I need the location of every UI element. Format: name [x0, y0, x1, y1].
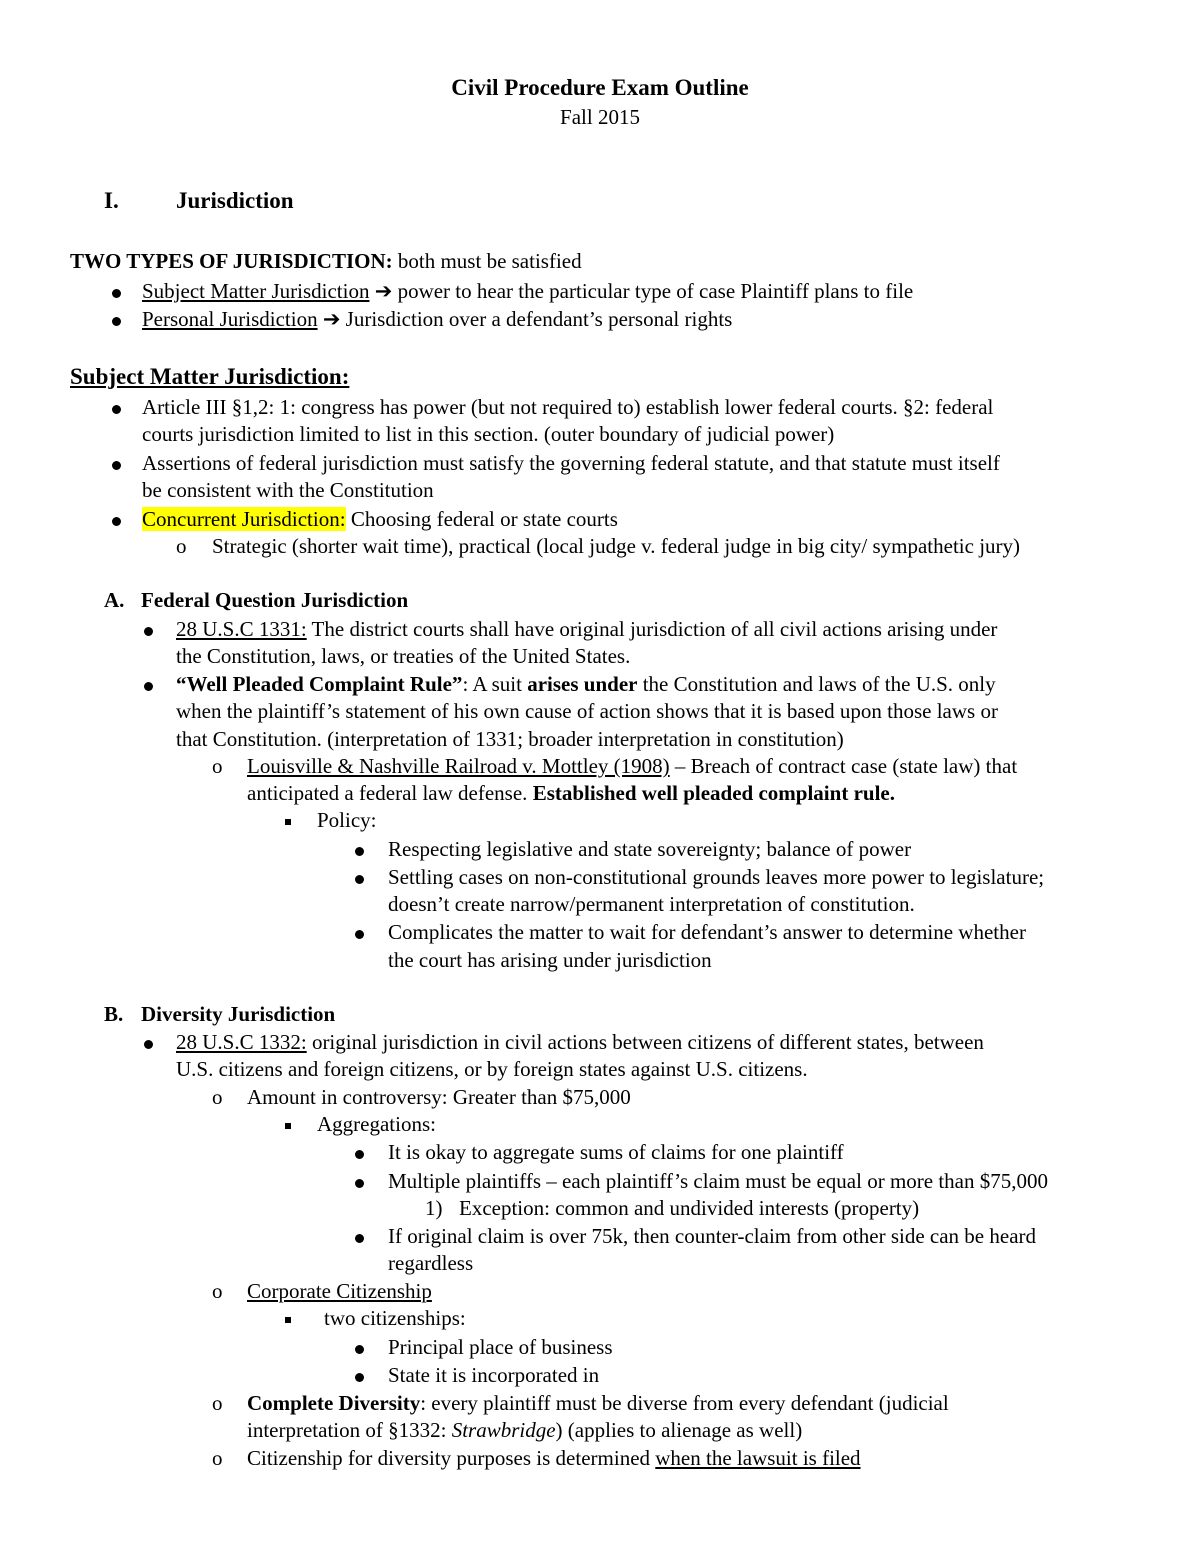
subsection-title: Federal Question Jurisdiction [141, 588, 409, 612]
sub-item: Corporate Citizenship [247, 1279, 432, 1303]
section-number: I. [104, 188, 119, 213]
doc-title: Civil Procedure Exam Outline [451, 75, 749, 100]
list-item [176, 670, 996, 698]
subsection-title: Diversity Jurisdiction [141, 1002, 336, 1026]
list-item: Respecting legislative and state sovereignty; balance of power [388, 837, 912, 861]
subsection-letter: A. [104, 588, 125, 612]
bullet-dot [112, 449, 121, 477]
list-item: Article III §1,2: 1: congress has power (but not required to) establish lower federal courts. §2: federal [142, 395, 994, 419]
sub-sub-item: Policy: [317, 808, 377, 832]
list-item: State it is incorporated in [388, 1363, 600, 1387]
sub-item-cont [247, 779, 895, 807]
list-item-cont: regardless [388, 1251, 474, 1275]
sub-item [247, 752, 1017, 780]
bullet-dot [144, 615, 153, 643]
list-item-text: The district courts shall have original jurisdiction of all civil actions arising under [306, 617, 998, 641]
bullet-dot [355, 1167, 364, 1195]
bullet-dot [355, 863, 364, 891]
numbered-item: Exception: common and undivided interests (property) [459, 1196, 920, 1220]
sub-sub-item: two citizenships: [324, 1306, 466, 1330]
bullet-o: o [212, 1391, 223, 1415]
list-item-cont: the court has arising under jurisdiction [388, 948, 712, 972]
sub-item [247, 1389, 949, 1417]
pj-link: Personal Jurisdiction [142, 307, 318, 331]
list-item-text: : every plaintiff must be diverse from every defendant (judicial [420, 1391, 949, 1415]
list-item-text: Choosing federal or state courts [345, 507, 618, 531]
highlighted-term: Concurrent Jurisdiction: [142, 507, 346, 531]
list-item: Principal place of business [388, 1335, 613, 1359]
bullet-dot [112, 505, 121, 533]
sub-item: Amount in controversy: Greater than $75,000 [247, 1085, 631, 1109]
list-item-cont: doesn’t create narrow/permanent interpretation of constitution. [388, 892, 915, 916]
list-item-text: : A suit [462, 672, 528, 696]
smj-heading: Subject Matter Jurisdiction: [70, 364, 350, 389]
statute-link: 28 U.S.C 1331: [176, 617, 307, 641]
list-item-cont: U.S. citizens and foreign citizens, or by foreign states against U.S. citizens. [176, 1057, 808, 1081]
list-item [142, 505, 618, 533]
list-item [142, 305, 732, 333]
bullet-dot [144, 1028, 153, 1056]
sub-item [247, 1444, 861, 1472]
bullet-dot [355, 1222, 364, 1250]
list-item: Settling cases on non-constitutional grounds leaves more power to legislature; [388, 865, 1045, 889]
bold-term: Complete Diversity [247, 1391, 421, 1415]
statute-link: 28 U.S.C 1332: [176, 1030, 307, 1054]
bullet-o: o [176, 534, 187, 558]
bullet-o: o [212, 1446, 223, 1470]
bullet-dot [112, 277, 121, 305]
list-item-cont: that Constitution. (interpretation of 1331; broader interpretation in constitution) [176, 727, 844, 751]
types-line [70, 247, 582, 275]
bullet-dot [112, 393, 121, 421]
list-item [176, 615, 997, 643]
types-rest: both must be satisfied [392, 249, 582, 273]
case-link: Louisville & Nashville Railroad v. Mottley (1908) [247, 754, 670, 778]
bullet-dot [355, 835, 364, 863]
list-item [176, 1028, 984, 1056]
bullet-o: o [212, 754, 223, 778]
underlined-text: when the lawsuit is filed [655, 1446, 861, 1470]
list-item: Multiple plaintiffs – each plaintiff’s claim must be equal or more than $75,000 [388, 1169, 1048, 1193]
list-item: If original claim is over 75k, then counter-claim from other side can be heard [388, 1224, 1037, 1248]
bullet-o: o [212, 1085, 223, 1109]
doc-subtitle: Fall 2015 [560, 105, 640, 129]
sub-item-cont [247, 1416, 802, 1444]
smj-link: Subject Matter Jurisdiction [142, 279, 370, 303]
list-item-text: ) (applies to alienage as well) [555, 1418, 803, 1442]
list-item: Complicates the matter to wait for defendant’s answer to determine whether [388, 920, 1026, 944]
list-item-text: interpretation of §1332: [247, 1418, 452, 1442]
list-item-text: anticipated a federal law defense. [247, 781, 533, 805]
bold-term: arises under [527, 672, 638, 696]
types-label: TWO TYPES OF JURISDICTION: [70, 249, 393, 273]
bullet-dot [355, 1138, 364, 1166]
bullet-dot [355, 1333, 364, 1361]
list-item-cont: when the plaintiff’s statement of his own cause of action shows that it is based upon those laws or [176, 699, 998, 723]
list-item-text: the Constitution and laws of the U.S. only [637, 672, 996, 696]
list-item-cont: be consistent with the Constitution [142, 478, 434, 502]
bullet-square [285, 1110, 291, 1138]
sub-item: Strategic (shorter wait time), practical (local judge v. federal judge in big city/ sympathetic jury) [212, 534, 1021, 558]
list-item [142, 277, 913, 305]
bullet-o: o [212, 1279, 223, 1303]
list-item: It is okay to aggregate sums of claims for one plaintiff [388, 1140, 844, 1164]
list-item-cont: courts jurisdiction limited to list in this section. (outer boundary of judicial power) [142, 422, 835, 446]
numbered-marker: 1) [425, 1196, 443, 1220]
case-name: Strawbridge [451, 1418, 556, 1442]
bullet-square [285, 1304, 291, 1332]
subsection-letter: B. [104, 1002, 124, 1026]
list-item-text: ➔ power to hear the particular type of case Plaintiff plans to file [369, 279, 914, 303]
list-item-cont: the Constitution, laws, or treaties of the United States. [176, 644, 631, 668]
bullet-dot [112, 305, 121, 333]
bullet-dot [355, 918, 364, 946]
list-item-text: – Breach of contract case (state law) that [669, 754, 1018, 778]
bold-text: Established well pleaded complaint rule. [532, 781, 895, 805]
list-item-text: Citizenship for diversity purposes is determined [247, 1446, 656, 1470]
sub-sub-item: Aggregations: [317, 1112, 436, 1136]
list-item-text: ➔ Jurisdiction over a defendant’s personal rights [317, 307, 733, 331]
bullet-dot [144, 670, 153, 698]
bullet-dot [355, 1361, 364, 1389]
rule-name: “Well Pleaded Complaint Rule” [176, 672, 463, 696]
list-item: Assertions of federal jurisdiction must satisfy the governing federal statute, and that statute must itself [142, 451, 1000, 475]
bullet-square [285, 806, 291, 834]
list-item-text: original jurisdiction in civil actions between citizens of different states, between [306, 1030, 984, 1054]
section-title: Jurisdiction [176, 188, 294, 213]
